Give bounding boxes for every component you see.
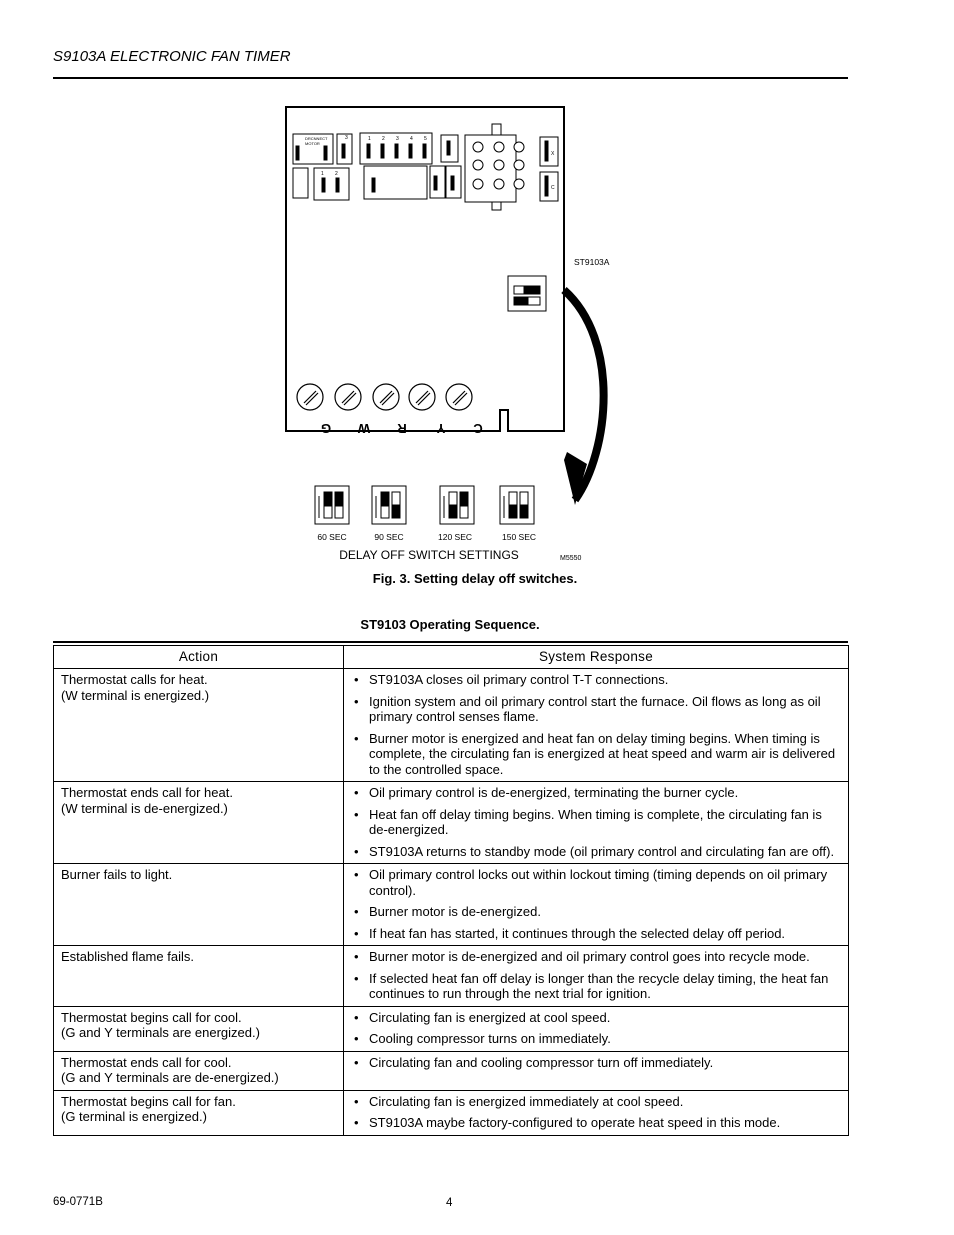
- switch-label-120: 120 SEC: [437, 532, 473, 542]
- action-cell: [54, 1006, 344, 1051]
- response-bullet: • Circulating fan is energized immediately at cool speed.: [351, 1094, 844, 1110]
- switch-label-150: 150 SEC: [501, 532, 537, 542]
- response-bullet: • Burner motor is energized and heat fan on delay timing begins. When timing is complete, the circulating fan is energized at heat speed and warm air is delivered to the controlled space.: [351, 731, 844, 778]
- terminal-screw-c: [446, 384, 472, 410]
- board-diagram: [280, 100, 620, 570]
- action-text: (G and Y terminals are de-energized.): [61, 1070, 279, 1085]
- switch-label-90: 90 SEC: [374, 532, 404, 542]
- response-bullet: • Ignition system and oil primary control start the furnace. Oil flows as long as oil primary control senses flame.: [351, 694, 844, 725]
- response-cell: [344, 1006, 849, 1051]
- curved-arrow-icon: [564, 290, 604, 505]
- switch-setting-150: [500, 486, 534, 524]
- action-text: Established flame fails.: [61, 949, 194, 964]
- action-cell: [54, 1090, 344, 1135]
- header-divider: [53, 77, 848, 79]
- switch-setting-120: [440, 486, 474, 524]
- response-cell: [344, 946, 849, 1007]
- table-row: [54, 1006, 849, 1051]
- page-header-title: S9103A ELECTRONIC FAN TIMER: [53, 48, 291, 65]
- terminal-screw-g: [297, 384, 323, 410]
- action-text: (W terminal is de-energized.): [61, 800, 228, 816]
- svg-text:2: 2: [382, 136, 385, 142]
- svg-text:3: 3: [396, 136, 399, 142]
- response-bullet: • Heat fan off delay timing begins. When timing is complete, the circulating fan is de-energized.: [351, 807, 844, 838]
- switch-label-60: 60 SEC: [317, 532, 347, 542]
- svg-text:1: 1: [321, 171, 324, 177]
- action-text: (G and Y terminals are energized.): [61, 1025, 260, 1040]
- table-row: [54, 782, 849, 864]
- action-text: Thermostat begins call for cool.: [61, 1009, 242, 1025]
- figure-code: M5550: [560, 555, 582, 562]
- table-row: [54, 946, 849, 1007]
- response-bullet: • Burner motor is de-energized.: [351, 904, 844, 920]
- response-bullet: • Cooling compressor turns on immediately.: [351, 1031, 844, 1047]
- svg-text:1: 1: [368, 136, 371, 142]
- action-text: Burner fails to light.: [61, 867, 173, 882]
- table-title: ST9103 Operating Sequence.: [360, 617, 540, 632]
- figure-caption: Fig. 3. Setting delay off switches.: [372, 571, 578, 586]
- response-cell: [344, 669, 849, 782]
- response-cell: [344, 782, 849, 864]
- board-label: ST9103A: [574, 257, 610, 267]
- switch-setting-90: [372, 486, 406, 524]
- response-bullet: • Oil primary control locks out within lockout timing (timing depends on oil primary control).: [351, 867, 844, 898]
- svg-text:C: C: [551, 185, 555, 191]
- table-row: [54, 669, 849, 782]
- svg-text:3: 3: [345, 135, 348, 141]
- action-text: (G terminal is energized.): [61, 1109, 207, 1124]
- response-bullet: • Oil primary control is de-energized, terminating the burner cycle.: [351, 785, 844, 801]
- response-bullet: • If heat fan has started, it continues through the selected delay off period.: [351, 926, 844, 942]
- response-cell: [344, 1090, 849, 1135]
- action-text: (W terminal is energized.): [61, 687, 210, 703]
- table-row: [54, 1051, 849, 1090]
- action-cell: [54, 946, 344, 1007]
- response-bullet: • ST9103A maybe factory-configured to operate heat speed in this mode.: [351, 1115, 844, 1131]
- response-bullet: • ST9103A closes oil primary control T-T connections.: [351, 672, 844, 688]
- response-bullet: • If selected heat fan off delay is longer than the recycle delay timing, the heat fan continues to run through the next trial for ignition.: [351, 971, 844, 1002]
- terminal-screw-y: [409, 384, 435, 410]
- footer-doc-number: 69-0771B: [53, 1196, 103, 1208]
- board-dip-switch: [508, 276, 546, 311]
- response-bullet: • Burner motor is de-energized and oil primary control goes into recycle mode.: [351, 949, 844, 965]
- svg-text:X: X: [551, 151, 555, 157]
- action-text: Thermostat begins call for fan.: [61, 1093, 236, 1109]
- terminal-label-r: R: [397, 421, 407, 436]
- operating-sequence-table: [53, 645, 849, 1136]
- table-body: [54, 669, 849, 1136]
- response-bullet: • Circulating fan is energized at cool speed.: [351, 1010, 844, 1026]
- table-header-row: [54, 646, 849, 669]
- response-cell: [344, 1051, 849, 1090]
- action-text: Thermostat calls for heat.: [61, 672, 208, 687]
- response-bullet: • Circulating fan and cooling compressor turn off immediately.: [351, 1055, 844, 1071]
- action-text: Thermostat ends call for heat.: [61, 785, 233, 800]
- action-cell: [54, 864, 344, 946]
- table-row: [54, 1090, 849, 1135]
- terminal-label-g: G: [320, 421, 332, 436]
- terminal-screw-r: [373, 384, 399, 410]
- terminal-label-w: W: [357, 421, 371, 436]
- header-system-response: System Response: [344, 646, 849, 669]
- footer-page-number: 4: [446, 1197, 453, 1209]
- response-cell: [344, 864, 849, 946]
- table-row: [54, 864, 849, 946]
- response-bullet: • ST9103A returns to standby mode (oil primary control and circulating fan are off).: [351, 844, 844, 860]
- svg-text:4: 4: [410, 136, 413, 142]
- terminal-label-c: C: [473, 421, 483, 436]
- svg-text:MOTOR: MOTOR: [305, 141, 320, 146]
- svg-text:5: 5: [424, 136, 427, 142]
- header-action: Action: [54, 646, 344, 669]
- switch-settings-title: DELAY OFF SWITCH SETTINGS: [339, 548, 519, 562]
- terminal-screw-w: [335, 384, 361, 410]
- terminal-label-y: Y: [436, 421, 446, 436]
- action-cell: [54, 669, 344, 782]
- switch-setting-60: [315, 486, 349, 524]
- svg-text:DRCNNECT: DRCNNECT: [305, 136, 328, 141]
- action-cell: [54, 782, 344, 864]
- table-top-rule: [53, 641, 848, 643]
- svg-text:2: 2: [335, 171, 338, 177]
- action-cell: [54, 1051, 344, 1090]
- action-text: Thermostat ends call for cool.: [61, 1054, 232, 1070]
